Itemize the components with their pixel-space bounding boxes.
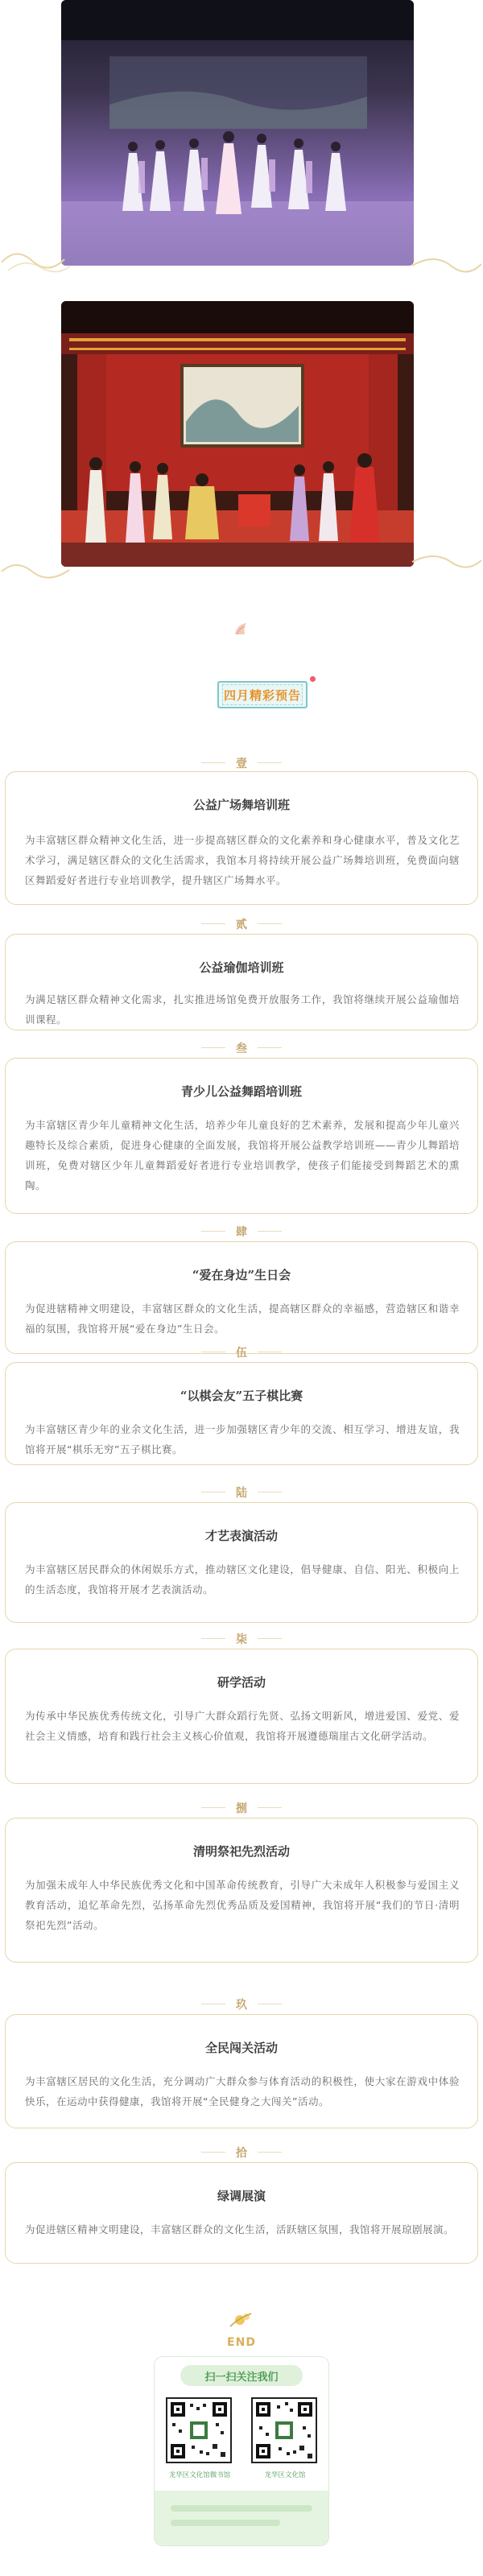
section-header <box>217 681 308 708</box>
activity-description: 为丰富辖区居民群众的休闲娱乐方式，推动辖区文化建设，倡导健康、自信、阳光、积极向上的生活态度，我馆将开展才艺表演活动。 <box>25 1563 460 1596</box>
section-number-label: 贰 <box>236 919 247 931</box>
section-number <box>0 1798 483 1818</box>
activity-card <box>5 2014 478 2128</box>
activity-title: 公益广场舞培训班 <box>192 798 290 812</box>
activity-card <box>5 1818 478 1963</box>
activity-description: 为促进辖精神文明建设，丰富辖区群众的文化生活，提高辖区群众的幸福感，营造辖区和谐幸福的氛围，我馆将开展“爱在身边”生日会。 <box>25 1302 460 1335</box>
section-number-label: 陆 <box>236 1487 247 1500</box>
number-divider-right <box>258 923 282 924</box>
number-divider-right <box>258 1047 282 1048</box>
number-divider-right <box>258 762 282 763</box>
section-number <box>0 1222 483 1241</box>
activity-description: 为加强未成年人中华民族优秀文化和中国革命传统教育，引导广大未成年人积极参与爱国主义教育活动，追忆革命先烈，弘扬革命先烈优秀品质及爱国精神，我馆将开展“我们的节日·清明祭祀先烈”活动。 <box>25 1879 460 1931</box>
activity-card <box>5 1241 478 1354</box>
section-number <box>0 1483 483 1502</box>
section-number-label: 柒 <box>236 1633 247 1646</box>
section-number-label: 壹 <box>236 758 247 770</box>
activity-description: 为丰富辖区居民的文化生活，充分调动广大群众参与体育活动的积极性，使大家在游戏中体验快乐，在运动中获得健康，我馆将开展“全民健身之大闯关”活动。 <box>25 2075 460 2107</box>
section-number-label: 伍 <box>236 1347 247 1360</box>
activity-title: 清明祭祀先烈活动 <box>192 1844 290 1859</box>
activity-card <box>5 934 478 1030</box>
activity-card <box>5 771 478 905</box>
number-divider-left <box>201 1807 225 1808</box>
activity-title: 公益瑜伽培训班 <box>199 960 284 975</box>
activity-title: 全民闯关活动 <box>204 2041 278 2055</box>
activity-description: 为促进辖区精神文明建设，丰富辖区群众的文化生活，活跃辖区氛围，我馆将开展琼剧展演。 <box>25 2223 455 2235</box>
performance-photo-2 <box>61 301 414 567</box>
end-label: END <box>227 2336 256 2349</box>
qr-title: 扫一扫关注我们 <box>180 2365 303 2386</box>
number-divider-left <box>201 2152 225 2153</box>
activity-title: “以棋会友”五子棋比赛 <box>180 1389 303 1403</box>
number-divider-right <box>258 2152 282 2153</box>
section-number <box>0 1995 483 2014</box>
swirl-decoration-icon <box>411 547 483 575</box>
activity-title: 绿调展演 <box>217 2189 266 2203</box>
activity-description: 为满足辖区群众精神文化需求，扎实推进场馆免费开放服务工作，我馆将继续开展公益瑜伽培训课程。 <box>25 993 460 1026</box>
qr-code-2[interactable] <box>251 2397 317 2463</box>
fan-decoration-icon <box>232 620 251 639</box>
activity-card <box>5 1362 478 1465</box>
activity-card <box>5 1502 478 1623</box>
section-number <box>0 1038 483 1058</box>
number-divider-right <box>258 1807 282 1808</box>
number-divider-left <box>201 1047 225 1048</box>
section-number-label: 捌 <box>236 1802 247 1815</box>
header-dot-icon <box>310 676 316 682</box>
activity-title: 研学活动 <box>217 1675 266 1690</box>
section-number <box>0 2143 483 2162</box>
qr-code-1[interactable] <box>166 2397 232 2463</box>
section-number-label: 玖 <box>236 1999 247 2012</box>
performance-photo-1 <box>61 0 414 266</box>
number-divider-right <box>258 1638 282 1639</box>
swirl-decoration-icon <box>411 250 483 282</box>
section-header-title: 四月精彩预告 <box>222 684 303 705</box>
number-divider-left <box>201 1638 225 1639</box>
section-number-label: 肆 <box>236 1226 247 1239</box>
activity-description: 为丰富辖区群众精神文化生活，进一步提高辖区群众的文化素养和身心健康水平，普及文化艺术学习，满足辖区群众的文化生活需求，我馆本月将持续开展公益广场舞培训班，免费面向辖区舞蹈爱好者进行专业培训教学，提升辖区广场舞水平。 <box>25 834 460 886</box>
activity-description: 为丰富辖区青少年的业余文化生活，进一步加强辖区青少年的交流、相互学习、增进友谊，我馆将开展“棋乐无穷”五子棋比赛。 <box>25 1423 460 1455</box>
section-number <box>0 914 483 934</box>
qr-footer <box>155 2491 328 2545</box>
section-number-label: 拾 <box>236 2147 247 2160</box>
activity-card <box>5 1058 478 1214</box>
swirl-decoration-icon <box>0 555 72 583</box>
section-number <box>0 753 483 773</box>
qr-label-1: 龙华区文化馆微书馆 <box>168 2471 231 2479</box>
activity-description: 为丰富辖区青少年儿童精神文化生活，培养少年儿童良好的艺术素养，发展和提高少年儿童兴趣特长及综合素质，促进身心健康的全面发展，我馆将开展公益教学培训班——青少儿舞蹈培训班，免费对辖区少年儿童舞蹈爱好者进行专业培训教学，使孩子们能接受到舞蹈艺术的熏陶。 <box>25 1119 460 1191</box>
section-number <box>0 1343 483 1362</box>
activity-description: 为传承中华民族优秀传统文化，引导广大群众蹈行先贤、弘扬文明新风，增进爱国、爱党、爱社会主义情感，培育和践行社会主义核心价值观，我馆将开展遵德瑞崖古文化研学活动。 <box>25 1710 460 1742</box>
activity-card <box>5 2162 478 2264</box>
swirl-decoration-icon <box>0 238 72 279</box>
qr-follow-panel <box>155 2357 328 2545</box>
section-number-label: 叁 <box>236 1042 247 1055</box>
qr-label-2: 龙华区文化馆 <box>264 2471 306 2479</box>
activity-title: 青少儿公益舞蹈培训班 <box>180 1084 302 1099</box>
number-divider-left <box>201 923 225 924</box>
number-divider-left <box>201 1231 225 1232</box>
activity-card <box>5 1649 478 1784</box>
number-divider-left <box>201 762 225 763</box>
flower-end-icon <box>227 2309 256 2330</box>
number-divider-right <box>258 1231 282 1232</box>
activity-title: “爱在身边”生日会 <box>192 1268 291 1282</box>
activity-title: 才艺表演活动 <box>204 1529 278 1543</box>
section-number <box>0 1629 483 1649</box>
